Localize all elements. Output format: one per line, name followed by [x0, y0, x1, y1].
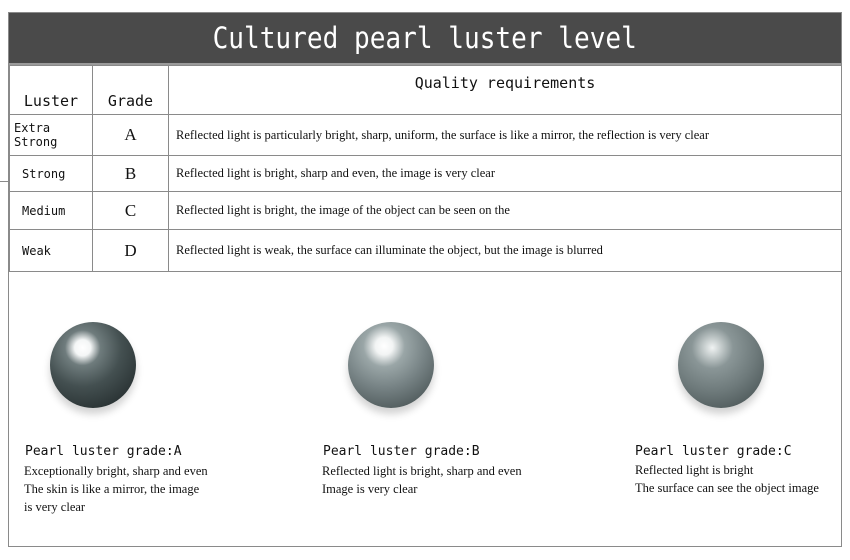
requirement-cell: Reflected light is particularly bright, sharp, uniform, the surface is like a mirror, the reflection is very clear	[169, 115, 842, 156]
grade-cell: C	[93, 192, 169, 230]
luster-table	[9, 65, 842, 272]
pearl-image-c	[678, 322, 764, 408]
pearl-desc-line: Image is very clear	[322, 482, 418, 496]
grade-cell: A	[93, 115, 169, 156]
luster-cell: Weak	[10, 230, 93, 272]
title-bar	[9, 13, 841, 65]
pearl-title: Pearl luster grade:C	[635, 444, 792, 459]
grade-cell: D	[93, 230, 169, 272]
table-row	[10, 192, 842, 230]
pearl-desc-line: The skin is like a mirror, the image	[24, 482, 200, 496]
pearl-card-c	[609, 262, 843, 548]
luster-cell: Strong	[10, 156, 93, 192]
header-grade: Grade	[93, 66, 169, 115]
pearl-image-b	[348, 322, 434, 408]
requirement-cell: Reflected light is weak, the surface can illuminate the object, but the image is blurred	[169, 230, 842, 272]
header-luster: Luster	[10, 66, 93, 115]
pearl-desc-line: is very clear	[24, 500, 86, 514]
luster-chart-frame	[8, 12, 842, 547]
requirement-cell: Reflected light is bright, the image of the object can be seen on the	[169, 192, 842, 230]
table-header-row	[10, 66, 842, 115]
pearl-title: Pearl luster grade:B	[323, 444, 480, 459]
margin-tick	[0, 181, 8, 182]
pearl-image-a	[50, 322, 136, 408]
header-requirements: Quality requirements	[169, 66, 842, 115]
grade-cell: B	[93, 156, 169, 192]
pearl-desc-line: The surface can see the object image	[635, 481, 819, 495]
luster-cell: Medium	[10, 192, 93, 230]
requirement-cell: Reflected light is bright, sharp and even, the image is very clear	[169, 156, 842, 192]
pearl-desc-line: Exceptionally bright, sharp and even	[24, 464, 208, 478]
table-row	[10, 156, 842, 192]
pearl-card-b	[309, 262, 589, 548]
pearl-examples	[9, 262, 841, 548]
pearl-desc-line: Reflected light is bright, sharp and even	[322, 464, 522, 478]
page-title: Cultured pearl luster level	[212, 21, 638, 55]
pearl-title: Pearl luster grade:A	[25, 444, 182, 459]
pearl-desc-line: Reflected light is bright	[635, 463, 754, 477]
luster-cell: Extra Strong	[10, 115, 93, 156]
table-row	[10, 115, 842, 156]
pearl-card-a	[9, 262, 289, 548]
